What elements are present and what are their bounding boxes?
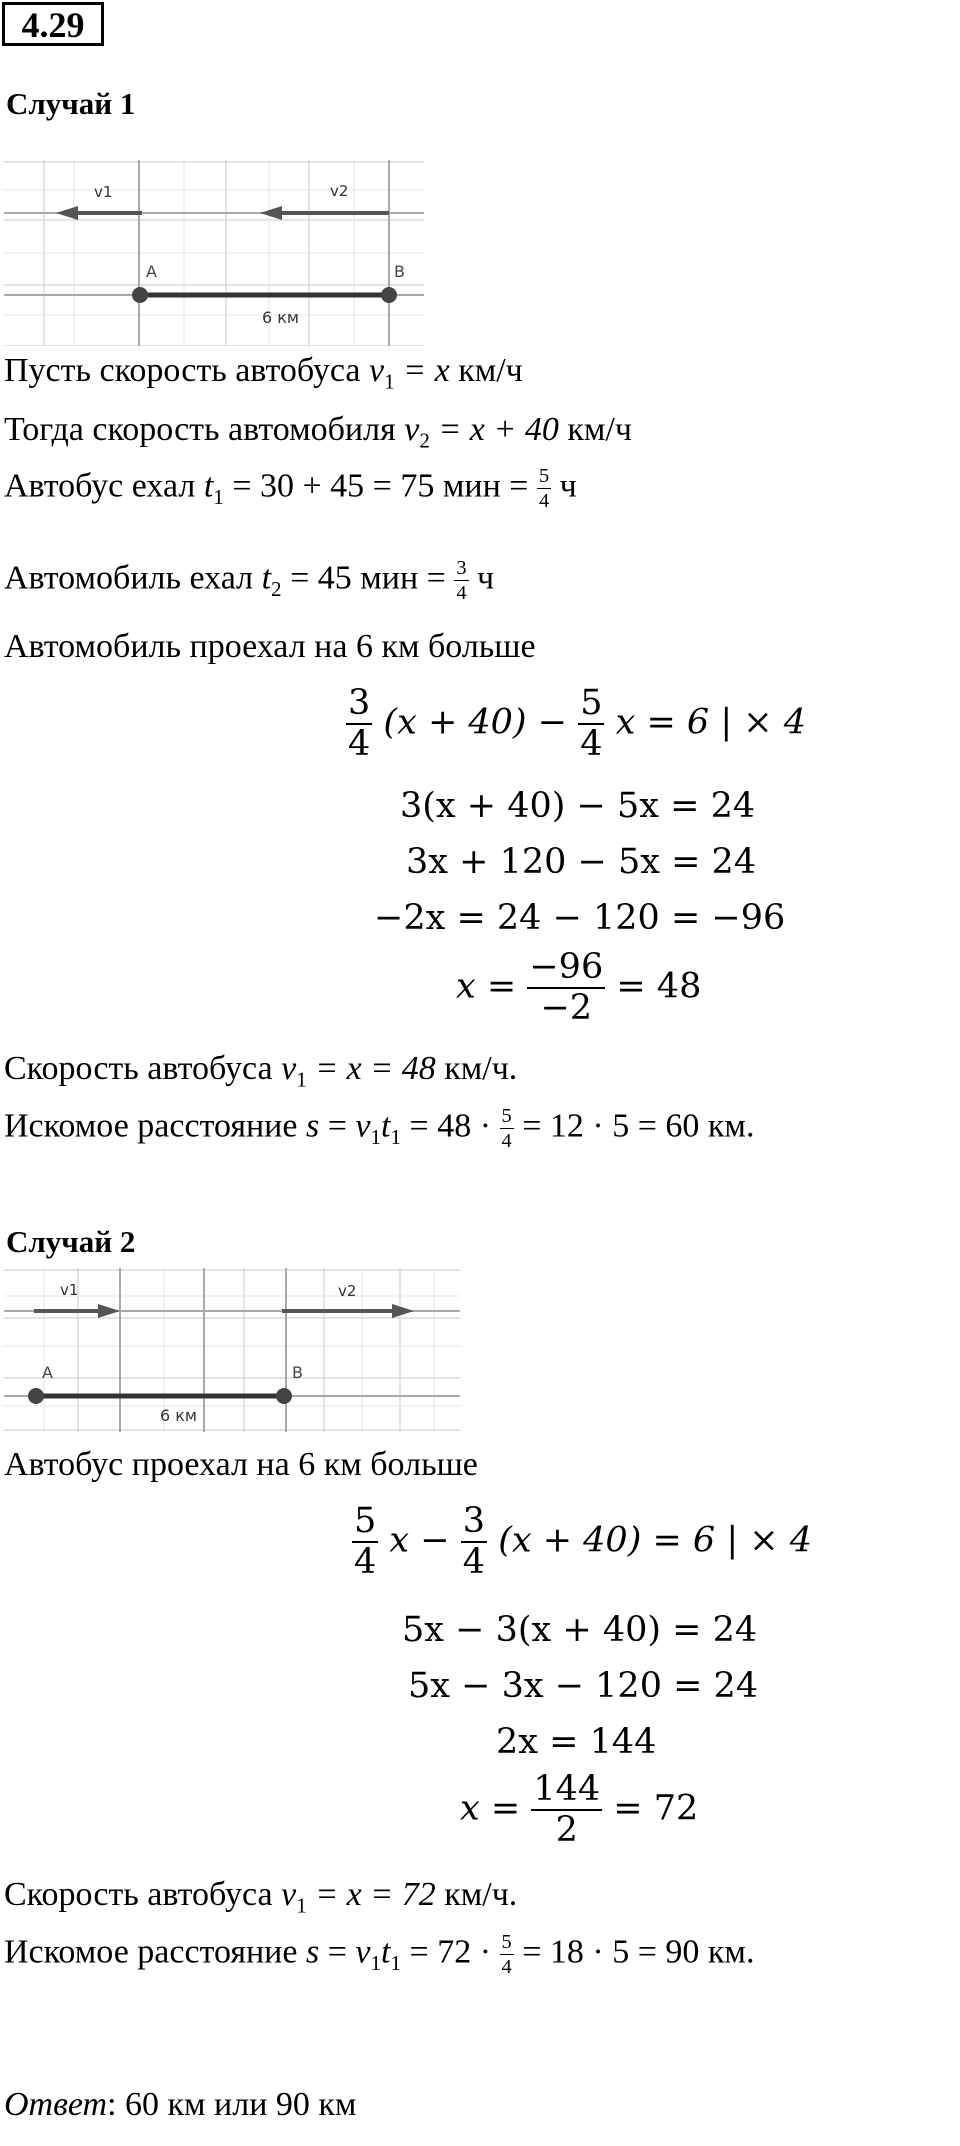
- point-a: [28, 1388, 44, 1404]
- case1-eq-4: −2x = 24 − 120 = −96: [374, 898, 786, 938]
- point-b: [276, 1388, 292, 1404]
- case1-line-1: Пусть скорость автобуса $v_1 = x$ км/ч: [4, 352, 523, 394]
- answer-text: : 60 км или 90 км: [107, 2086, 357, 2123]
- case2-eq-4: 2x = 144: [496, 1722, 657, 1762]
- label-b: B: [292, 1363, 303, 1382]
- case1-result-speed: Скорость автобуса $v_1 = x = 48$ км/ч.: [4, 1050, 518, 1092]
- case1-line-5: Автомобиль проехал на 6 км больше: [4, 628, 536, 665]
- case1-eq-5: x = $\frac{-96}{-2}$ = 48: [456, 947, 702, 1028]
- label-a: A: [146, 262, 157, 281]
- case1-eq-1: $\frac{3}{4}$ (x + 40) − $\frac{5}{4}$ x = 6 | × 4: [348, 683, 806, 764]
- case2-line-1: Автобус проехал на 6 км больше: [4, 1446, 478, 1483]
- case2-eq-2: 5x − 3(x + 40) = 24: [402, 1610, 758, 1650]
- label-v1: v1: [94, 183, 113, 201]
- answer-label: Ответ: [4, 2086, 108, 2123]
- case1-eq-3: 3x + 120 − 5x = 24: [406, 842, 757, 882]
- label-v2: v2: [338, 1282, 357, 1300]
- case1-line-3: Автобус ехал $t_1 = 30 + 45 = 75$ мин = $\frac{5}{4}$ ч: [4, 465, 577, 513]
- label-distance: 6 км: [160, 1406, 197, 1425]
- case1-diagram: [4, 160, 424, 346]
- answer: [4, 2086, 356, 2124]
- case2-diagram: [4, 1268, 460, 1432]
- case1-eq-2: 3(x + 40) − 5x = 24: [400, 786, 756, 826]
- case1-result-distance: Искомое расстояние $s = v_1t_1 = 48$ · $\frac{5}{4}$ = 12 · 5 = 60 км.: [4, 1105, 755, 1153]
- label-v1: v1: [60, 1281, 79, 1299]
- case2-result-distance: Искомое расстояние $s = v_1t_1 = 72$ · $\frac{5}{4}$ = 18 · 5 = 90 км.: [4, 1931, 755, 1979]
- case2-eq-1: $\frac{5}{4}$ x − $\frac{3}{4}$ (x + 40) = 6 | × 4: [354, 1501, 812, 1582]
- case2-heading: Случай 2: [6, 1224, 136, 1259]
- case1-heading: Случай 1: [6, 86, 136, 121]
- label-distance: 6 км: [262, 308, 299, 327]
- problem-number: 4.29: [2, 2, 104, 46]
- point-a: [132, 287, 148, 303]
- label-v2: v2: [330, 182, 349, 200]
- label-a: A: [42, 1363, 53, 1382]
- case2-eq-5: x = $\frac{144}{2}$ = 72: [460, 1769, 699, 1850]
- case1-line-4: Автомобиль ехал $t_2 = 45$ мин = $\frac{3}{4}$ ч: [4, 557, 495, 605]
- label-b: B: [394, 262, 405, 281]
- case2-eq-3: 5x − 3x − 120 = 24: [408, 1666, 759, 1706]
- case1-line-2: Тогда скорость автомобиля $v_2 = x + 40$ км/ч: [4, 411, 632, 453]
- point-b: [381, 287, 397, 303]
- case2-result-speed: Скорость автобуса $v_1 = x = 72$ км/ч.: [4, 1876, 518, 1918]
